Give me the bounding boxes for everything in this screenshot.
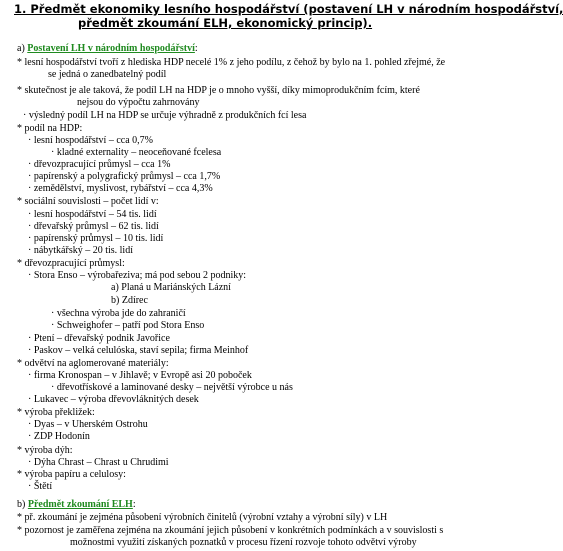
section-b-prefix: b): [17, 499, 28, 510]
bullet-line: se jedná o zanedbatelný podíl: [48, 69, 167, 80]
bullet-line: · dřevotřískové a laminované desky – největší výrobce u nás: [51, 382, 293, 393]
section-a-prefix: a): [17, 43, 28, 54]
bullet-line: · výsledný podíl LH na HDP se určuje výhradně z produkčních fcí lesa: [23, 110, 307, 121]
bullet-line: * podíl na HDP:: [17, 123, 83, 134]
section-b-title: Předmět zkoumání ELH: [27, 499, 133, 510]
bullet-line: · zemědělství, myslivost, rybářství – cca 4,3%: [28, 183, 213, 194]
bullet-line: * dřevozpracující průmysl:: [17, 258, 125, 269]
bullet-line: · Stora Enso – výrobařeziva; má pod sebou 2 podniky:: [28, 270, 247, 281]
page-title: [14, 2, 563, 30]
bullet-line: * pozornost je zaměřena zejména na zkoumání jejich působení v konkrétních podmínkách a v souvislosti s: [17, 525, 444, 536]
bullet-line: · Dyas – v Uherském Ostrohu: [28, 419, 148, 430]
bullet-line: a) Planá u Mariánských Lázní: [111, 282, 231, 293]
bullet-line: · dřevařský průmysl – 62 tis. lidí: [28, 221, 159, 232]
bullet-line: · lesní hospodářství – cca 0,7%: [28, 135, 153, 146]
bullet-line: · dřevozpracující průmysl – cca 1%: [28, 159, 171, 170]
bullet-line: b) Zdírec: [111, 295, 148, 306]
bullet-line: · Štětí: [28, 481, 53, 492]
bullet-line: · papírenský a polygrafický průmysl – cca 1,7%: [28, 171, 221, 182]
bullet-line: * skutečnost je ale taková, že podíl LH na HDP je o mnoho vyšší, díky mimoprodukčním fcím, které: [17, 85, 420, 96]
bullet-line: · papírenský průmysl – 10 tis. lidí: [28, 233, 164, 244]
bullet-line: · firma Kronospan – v Jihlavě; v Evropě asi 20 poboček: [28, 370, 252, 381]
section-b-colon: :: [132, 499, 136, 510]
bullet-line: nejsou do výpočtu zahrnovány: [77, 97, 200, 108]
section-a-title: Postavení LH v národním hospodářství: [27, 43, 195, 54]
section-b-heading: [17, 499, 136, 511]
section-a-heading: [17, 43, 198, 55]
bullet-line: * př. zkoumání je zejména působení výrobních činitelů (výrobní vztahy a výrobní síly) v LH: [17, 512, 388, 523]
bullet-line: * lesní hospodářství tvoří z hlediska HDP necelé 1% z jeho podílu, z čehož by bylo na 1. pohled zřejmé, že: [17, 57, 446, 68]
bullet-line: * sociální souvislosti – počet lidí v:: [17, 196, 159, 207]
bullet-line: · lesní hospodářství – 54 tis. lidí: [28, 209, 157, 220]
bullet-line: * odvětví na aglomerované materiály:: [17, 358, 169, 369]
bullet-line: · Paskov – velká celulóska, staví sepila; firma Meinhof: [28, 345, 249, 356]
bullet-line: · Lukavec – výroba dřevovláknitých desek: [28, 394, 199, 405]
title-line-2: předmět zkoumání ELH, ekonomický princip).: [78, 16, 373, 30]
bullet-line: * výroba překližek:: [17, 407, 95, 418]
bullet-line: · nábytkářský – 20 tis. lidí: [28, 245, 133, 256]
bullet-line: · Ptení – dřevařský podnik Javořice: [28, 333, 170, 344]
bullet-line: · Schweighofer – patří pod Stora Enso: [51, 320, 205, 331]
bullet-line: · Dýha Chrast – Chrast u Chrudimi: [28, 457, 169, 468]
bullet-line: * výroba dýh:: [17, 445, 73, 456]
bullet-line: možnostmi využití získaných poznatků v procesu řízení rozvoje tohoto odvětví výroby: [70, 537, 417, 548]
bullet-line: · ZDP Hodonín: [28, 431, 90, 442]
bullet-line: · všechna výroba jde do zahraničí: [51, 308, 186, 319]
bullet-line: * výroba papíru a celulosy:: [17, 469, 126, 480]
section-a-colon: :: [194, 43, 198, 54]
title-line-1: 1. Předmět ekonomiky lesního hospodářství (postavení LH v národním hospodářství,: [14, 2, 563, 16]
bullet-line: · kladné externality – neoceňované fcelesa: [51, 147, 222, 158]
